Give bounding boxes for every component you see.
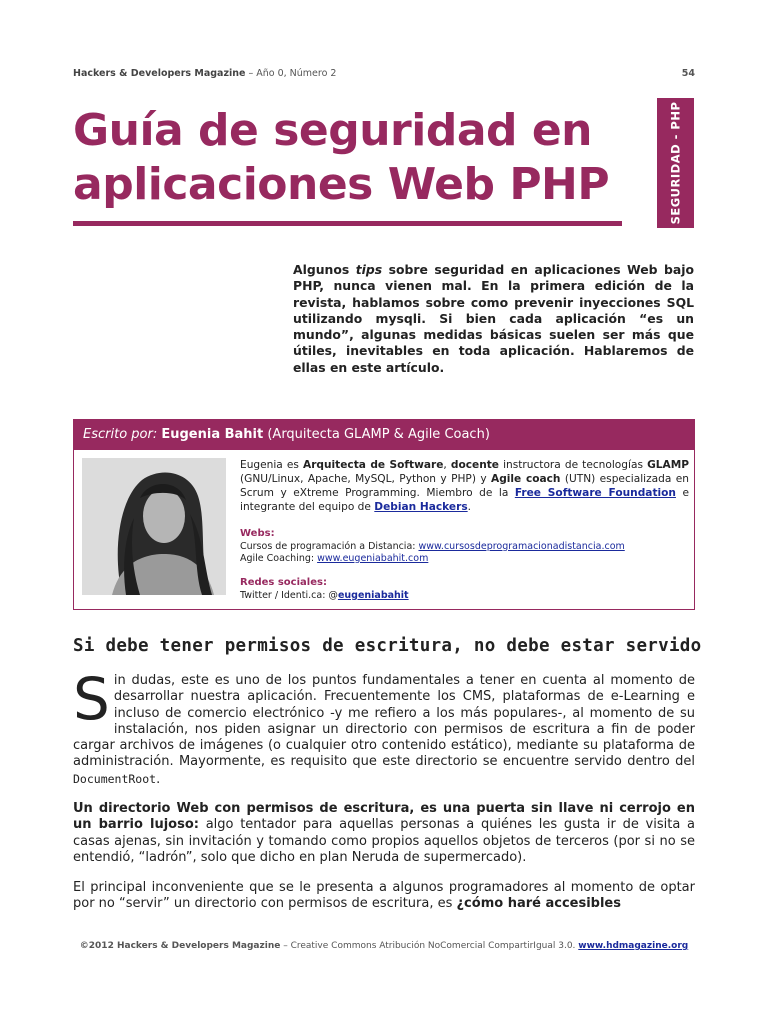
author-header — [74, 420, 694, 450]
paragraph-2-bold: Un directorio Web con permisos de escritura, es una puerta sin llave ni cerrojo en un barrio lujoso: — [73, 801, 695, 833]
lead-tips-word: tips — [355, 262, 383, 277]
author-portrait-icon — [82, 458, 226, 595]
lead-text-rest: sobre seguridad en aplicaciones Web bajo PHP, nunca vienen mal. En la primera edición de la revista, hablamos sobre como prevenir inyecciones SQL utilizando mysqli. Si bien cada aplicación “es un mundo”, algunas medidas básicas suelen ser más que útiles, inevitables en toda aplicación. Hablaremos de ellas en este artículo. — [293, 262, 694, 375]
section-heading: Si debe tener permisos de escritura, no debe estar servido — [73, 636, 702, 656]
author-name: Eugenia Bahit — [161, 427, 264, 442]
web2-link[interactable]: www.eugeniabahit.com — [317, 553, 429, 564]
social-handle-link[interactable]: eugeniabahit — [337, 589, 409, 601]
title-underline — [73, 221, 622, 226]
paragraph-3-bold: ¿cómo haré accesibles — [456, 896, 621, 912]
lead-text-start: Algunos — [293, 262, 356, 277]
footer-copyright: ©2012 Hackers & Developers Magazine — [79, 941, 281, 951]
footer-url-link[interactable]: www.hdmagazine.org — [578, 941, 689, 951]
page-number: 54 — [681, 68, 695, 79]
author-bio: Eugenia es Arquitecta de Software, docente instructora de tecnologías GLAMP (GNU/Linux, Apache, MySQL, Python y PHP) y Agile coach (UTN) especializada en Scrum y eXtreme Programming. Miembro de la Free Software Foundation e integrante del equipo de Debian Hackers. — [240, 459, 690, 513]
web1-link[interactable]: www.cursosdeprogramacionadistancia.com — [418, 540, 625, 552]
debian-hackers-link[interactable]: Debian Hackers — [374, 501, 468, 513]
body-paragraph-1: Sin dudas, este es uno de los puntos fundamentales a tener en cuenta al momento de desarrollar nuestra aplicación. Frecuentemente los CMS, plataformas de e-Learning e incluso de comercio electrónico -y me refiero a los más populares-, al momento de su instalación, nos piden asignar un directorio con permisos de escritura a fin de poder cargar archivos de imágenes (o cualquier otro contenido estático), mediante su plataforma de administración. Mayormente, es requisito que este directorio se encuentre servido dentro del DocumentRoot. — [73, 665, 695, 787]
web2-line: Agile Coaching: www.eugeniabahit.com — [240, 553, 429, 564]
written-by-label: Escrito por: — [83, 427, 162, 442]
magazine-name: Hackers & Developers Magazine — [73, 68, 246, 79]
author-photo — [82, 458, 226, 595]
webs-heading: Webs: — [240, 528, 275, 539]
author-box — [73, 419, 695, 610]
section-tab-label: SEGURIDAD - PHP — [668, 101, 683, 225]
running-header — [73, 68, 695, 79]
footer-license: – Creative Commons Atribución NoComercial CompartirIgual 3.0. — [280, 941, 579, 951]
author-webs — [240, 528, 689, 566]
web1-line: Cursos de programación a Distancia: www.cursosdeprogramacionadistancia.com — [240, 540, 625, 552]
page-footer — [0, 941, 768, 951]
social-line: Twitter / Identi.ca: @eugeniabahit — [240, 589, 409, 601]
social-heading: Redes sociales: — [240, 577, 327, 588]
body-paragraph-3: El principal inconveniente que se le presenta a algunos programadores al momento de optar por no “servir” un directorio con permisos de escritura, es ¿cómo haré accesibles — [73, 880, 695, 912]
author-role: (Arquitecta GLAMP & Agile Coach) — [263, 427, 490, 442]
issue-info: – Año 0, Número 2 — [245, 68, 337, 79]
author-social — [240, 577, 689, 602]
drop-cap: S — [73, 665, 110, 733]
section-tab — [657, 98, 694, 228]
fsf-link[interactable]: Free Software Foundation — [514, 487, 676, 499]
document-root-code: DocumentRoot — [73, 771, 157, 786]
body-paragraph-2: Un directorio Web con permisos de escritura, es una puerta sin llave ni cerrojo en un barrio lujoso: algo tentador para aquellas personas a quiénes les gusta ir de visita a casas ajenas, sin invitación y tomando como propios aquellos objetos de terceros (por si no se entendió, “ladrón”, solo que dicho en plan Neruda de supermercado). — [73, 801, 695, 865]
lead-paragraph — [293, 262, 694, 376]
article-title: Guía de seguridad en aplicaciones Web PHP — [73, 105, 610, 210]
